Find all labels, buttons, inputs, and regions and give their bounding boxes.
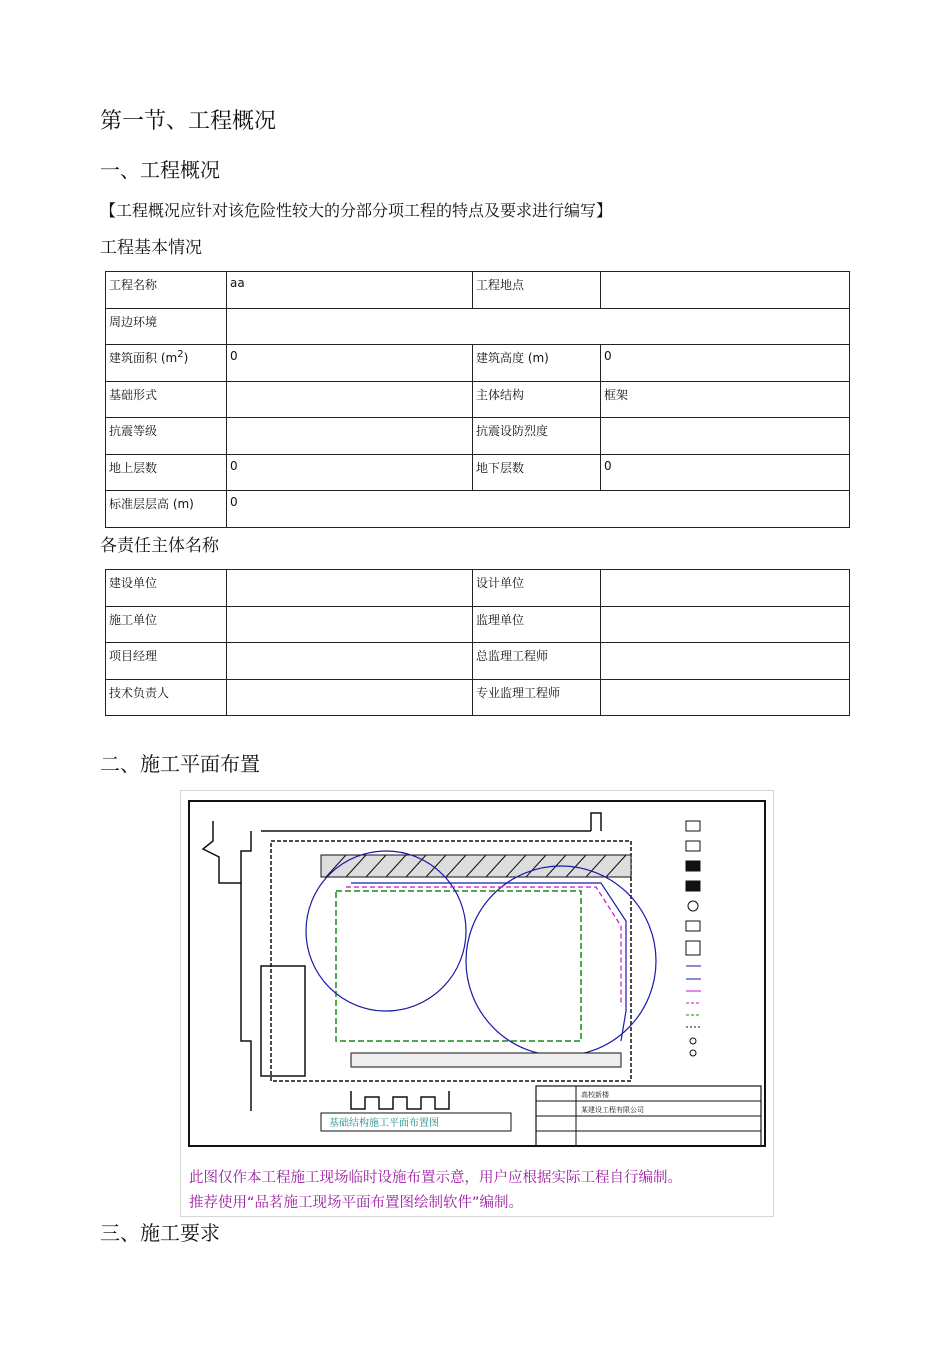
site-plan-company-cell: 某建设工程有限公司 <box>581 1106 644 1114</box>
contractor-label: 施工单位 <box>106 606 227 643</box>
structure-label: 主体结构 <box>473 381 601 418</box>
site-plan-building-bottom <box>351 1053 621 1067</box>
builder-value[interactable] <box>227 570 473 607</box>
specialist-label: 专业监理工程师 <box>473 679 601 716</box>
chief-engineer-label: 总监理工程师 <box>473 643 601 680</box>
site-plan-water-line <box>351 883 626 1041</box>
tech-lead-label: 技术负责人 <box>106 679 227 716</box>
floors-below-label: 地下层数 <box>473 454 601 491</box>
std-floor-height-value[interactable]: 0 <box>227 491 850 528</box>
table-row <box>106 381 850 418</box>
site-plan-road-left-lower <box>241 883 251 1111</box>
seismic-grade-value[interactable] <box>227 418 473 455</box>
location-label: 工程地点 <box>473 272 601 309</box>
foundation-value[interactable] <box>227 381 473 418</box>
table-row <box>106 272 850 309</box>
basic-info-table <box>105 271 850 528</box>
project-name-label: 工程名称 <box>106 272 227 309</box>
floors-below-value[interactable]: 0 <box>601 454 850 491</box>
height-value[interactable]: 0 <box>601 345 850 382</box>
site-plan-title-bar: 基础结构施工平面布置图 <box>329 1118 439 1129</box>
area-label-text: 建筑面积 (m <box>109 351 178 365</box>
table-row <box>106 679 850 716</box>
surroundings-label: 周边环境 <box>106 308 227 345</box>
surroundings-value[interactable] <box>227 308 850 345</box>
table-row <box>106 491 850 528</box>
site-plan-wall-bottom <box>351 1091 449 1109</box>
area-label-close: ) <box>183 351 189 365</box>
site-plan-frame <box>189 801 765 1146</box>
location-value[interactable] <box>601 272 850 309</box>
structure-value[interactable]: 框架 <box>601 381 850 418</box>
site-plan-power-line <box>346 887 621 1006</box>
pm-value[interactable] <box>227 643 473 680</box>
table-row <box>106 308 850 345</box>
table-row <box>106 606 850 643</box>
specialist-value[interactable] <box>601 679 850 716</box>
contractor-value[interactable] <box>227 606 473 643</box>
table-row <box>106 345 850 382</box>
site-plan-drawing <box>181 791 773 1163</box>
site-plan-caption-2: 推荐使用“品茗施工现场平面布置图绘制软件”编制。 <box>189 1195 524 1211</box>
basic-info-title: 工程基本情况 <box>100 238 202 258</box>
section-title: 第一节、工程概况 <box>100 109 277 134</box>
floors-above-value[interactable]: 0 <box>227 454 473 491</box>
supervisor-label: 监理单位 <box>473 606 601 643</box>
tech-lead-value[interactable] <box>227 679 473 716</box>
area-label-sup: 2 <box>177 349 184 360</box>
part1-title: 一、工程概况 <box>100 158 220 182</box>
builder-label: 建设单位 <box>106 570 227 607</box>
floors-above-label: 地上层数 <box>106 454 227 491</box>
site-plan-figure <box>180 790 774 1217</box>
part3-title: 三、施工要求 <box>100 1221 220 1245</box>
designer-label: 设计单位 <box>473 570 601 607</box>
area-value[interactable]: 0 <box>227 345 473 382</box>
project-name-value[interactable]: aa <box>227 272 473 309</box>
table-row <box>106 418 850 455</box>
table-row <box>106 454 850 491</box>
designer-value[interactable] <box>601 570 850 607</box>
seismic-intensity-value[interactable] <box>601 418 850 455</box>
area-label <box>106 345 227 382</box>
supervisor-value[interactable] <box>601 606 850 643</box>
foundation-label: 基础形式 <box>106 381 227 418</box>
seismic-grade-label: 抗震等级 <box>106 418 227 455</box>
chief-engineer-value[interactable] <box>601 643 850 680</box>
site-plan-crane-radius-2 <box>466 866 656 1056</box>
table-row <box>106 570 850 607</box>
part1-note: 【工程概况应针对该危险性较大的分部分项工程的特点及要求进行编写】 <box>100 201 613 220</box>
table-row <box>106 643 850 680</box>
pm-label: 项目经理 <box>106 643 227 680</box>
site-plan-project-cell: 高校新楼 <box>581 1091 609 1099</box>
parties-title: 各责任主体名称 <box>100 536 219 556</box>
parties-table <box>105 569 850 716</box>
height-label: 建筑高度 (m) <box>473 345 601 382</box>
std-floor-height-label: 标准层层高 (m) <box>106 491 227 528</box>
part2-title: 二、施工平面布置 <box>100 752 260 776</box>
site-plan-road-left <box>203 821 251 883</box>
site-plan-building-left <box>261 966 305 1076</box>
site-plan-caption-1: 此图仅作本工程施工现场临时设施布置示意，用户应根据实际工程自行编制。 <box>189 1170 682 1186</box>
site-plan-legend <box>686 821 701 1056</box>
seismic-intensity-label: 抗震设防烈度 <box>473 418 601 455</box>
site-plan-street-notch <box>591 813 601 831</box>
